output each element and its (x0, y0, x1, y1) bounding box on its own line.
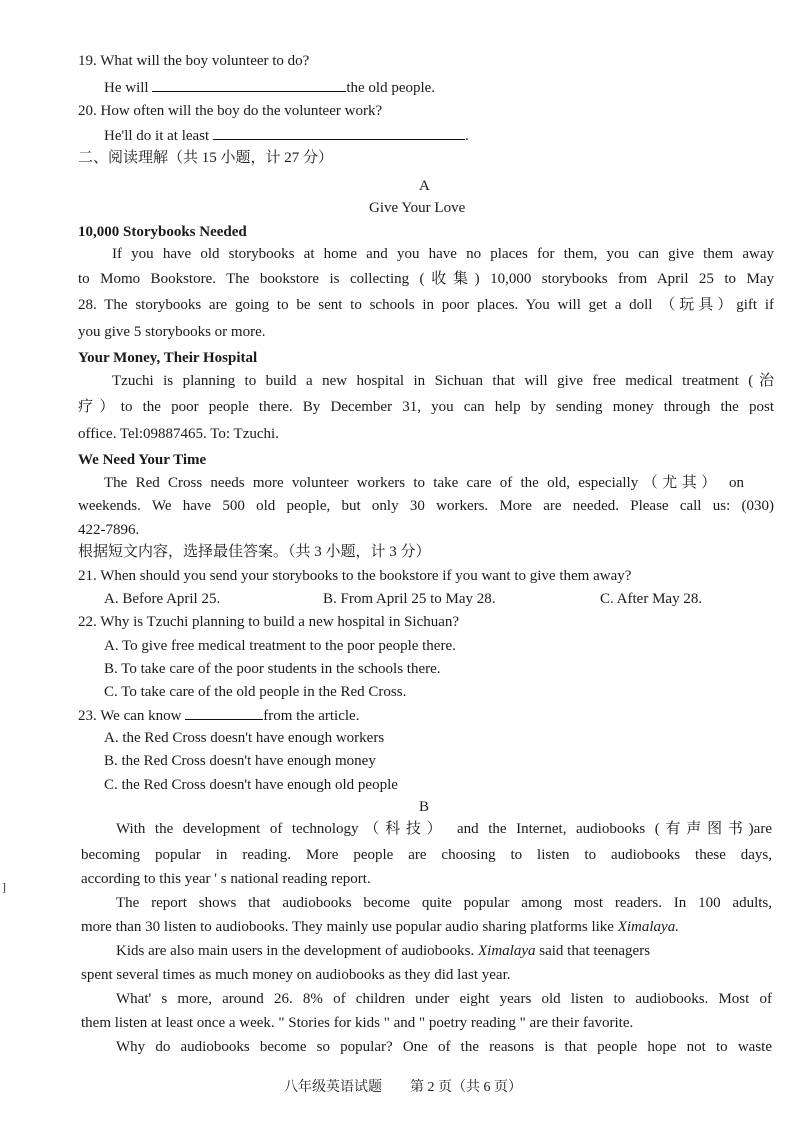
ad1-heading: 10,000 Storybooks Needed (78, 224, 247, 240)
option-23-c[interactable]: C. the Red Cross doesn't have enough old people (104, 777, 398, 793)
passage-b-line (81, 917, 679, 937)
passage-b-line: What' s more, around 26. 8% of children under eight years old listen to audiobooks. Most of (116, 991, 772, 1007)
passage-b-label: B (419, 799, 430, 815)
passage-b-line: Why do audiobooks become so popular? One of the reasons is that people hope not to waste (116, 1039, 772, 1055)
ad2-line: 疗）to the poor people there. By December 31, you can help by sending money through the post (78, 399, 774, 415)
option-22-b[interactable]: B. To take care of the poor students in the schools there. (104, 661, 441, 677)
option-21-c[interactable]: C. After May 28. (600, 591, 703, 607)
passage-b-text: more than 30 listen to audiobooks. They mainly use popular audio sharing platforms like (81, 919, 614, 935)
ad1-line: you give 5 storybooks or more. (78, 324, 266, 340)
question-23-prefix: 23. We can know (78, 708, 182, 724)
answer-line-19 (104, 77, 435, 98)
passage-b-line: spent several times as much money on audiobooks as they did last year. (81, 967, 511, 983)
ad1-line: If you have old storybooks at home and you have no places for them, you can give them away (112, 246, 774, 262)
ad3-line: The Red Cross needs more volunteer workers to take care of the old, especially（尤其） on (104, 475, 744, 491)
section-title: 二、阅读理解（共 15 小题，计 27 分） (78, 150, 334, 166)
answer-19-suffix: the old people. (346, 80, 436, 96)
question-23 (78, 705, 359, 726)
option-22-a[interactable]: A. To give free medical treatment to the poor people there. (104, 638, 456, 654)
ad3-line: weekends. We have 500 old people, but only 30 workers. More are needed. Please call us: (030) (78, 498, 774, 514)
ad2-heading: Your Money, Their Hospital (78, 350, 258, 366)
answer-line-20 (104, 125, 469, 146)
option-23-a[interactable]: A. the Red Cross doesn't have enough workers (104, 730, 385, 746)
answer-blank-20[interactable] (213, 125, 465, 140)
passage-b-italic: Ximalaya. (617, 919, 679, 935)
passage-b-text: Kids are also main users in the development of audiobooks. (116, 943, 475, 959)
answer-blank-23[interactable] (185, 705, 263, 720)
passage-b-line: becoming popular in reading. More people are choosing to listen to audiobooks these days, (81, 847, 772, 863)
passage-b-line: according to this year ' s national reading report. (81, 871, 371, 887)
answer-19-prefix: He will (104, 80, 149, 96)
answer-blank-19[interactable] (152, 77, 346, 92)
passage-a-label: A (419, 178, 430, 194)
passage-b-italic: Ximalaya (478, 943, 536, 959)
margin-bracket: ] (2, 880, 6, 894)
passage-b-line: With the development of technology（科技） and the Internet, audiobooks (有声图书)are (116, 821, 772, 837)
passage-a-title: Give Your Love (369, 200, 466, 216)
passage-b-line: them listen at least once a week. " Stories for kids " and " poetry reading " are their favorite. (81, 1015, 634, 1031)
answer-20-prefix: He'll do it at least (104, 128, 210, 144)
option-23-b[interactable]: B. the Red Cross doesn't have enough money (104, 753, 376, 769)
ad1-line: 28. The storybooks are going to be sent to schools in poor places. You will get a doll （玩具）gift if (78, 297, 774, 313)
instruction: 根据短文内容，选择最佳答案。（共 3 小题，计 3 分） (78, 544, 431, 560)
question-20: 20. How often will the boy do the volunteer work? (78, 103, 383, 119)
passage-b-text: said that teenagers (539, 943, 651, 959)
ad1-line: to Momo Bookstore. The bookstore is collecting (收集) 10,000 storybooks from April 25 to May (78, 271, 774, 287)
question-22: 22. Why is Tzuchi planning to build a new hospital in Sichuan? (78, 614, 460, 630)
ad3-line: 422-7896. (78, 522, 140, 538)
option-21-b[interactable]: B. From April 25 to May 28. (323, 591, 496, 607)
option-22-c[interactable]: C. To take care of the old people in the Red Cross. (104, 684, 407, 700)
question-19: 19. What will the boy volunteer to do? (78, 53, 310, 69)
question-23-suffix: from the article. (263, 708, 360, 724)
passage-b-line (116, 941, 650, 961)
option-21-a[interactable]: A. Before April 25. (104, 591, 221, 607)
ad2-line: Tzuchi is planning to build a new hospital in Sichuan that will give free medical treatment (治 (112, 373, 774, 389)
ad2-line: office. Tel:09887465. To: Tzuchi. (78, 426, 279, 442)
page-footer: 八年级英语试题 第 2 页（共 6 页） (284, 1080, 522, 1095)
passage-b-line: The report shows that audiobooks become quite popular among most readers. In 100 adults, (116, 895, 772, 911)
answer-20-suffix: . (464, 128, 469, 144)
question-21: 21. When should you send your storybooks to the bookstore if you want to give them away? (78, 568, 632, 584)
ad3-heading: We Need Your Time (78, 452, 207, 468)
